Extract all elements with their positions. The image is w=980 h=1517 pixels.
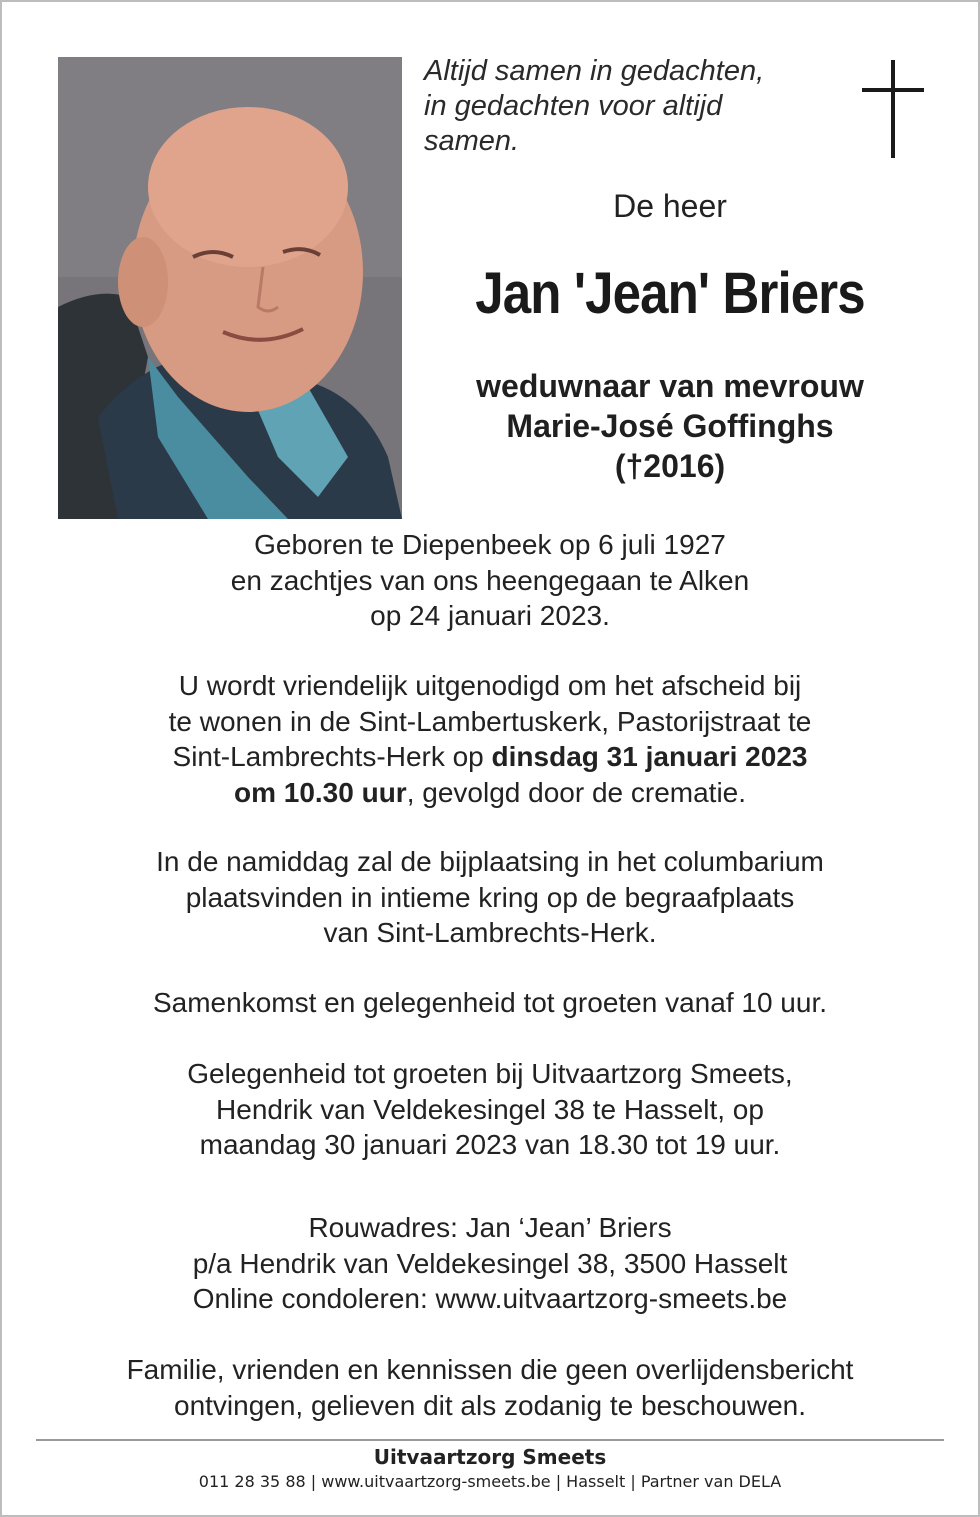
- text-line: Familie, vrienden en kennissen die geen overlijdensbericht: [126, 1354, 854, 1385]
- spouse-death-year: (†2016): [614, 448, 726, 484]
- columbarium-paragraph: [40, 844, 940, 951]
- notice-paragraph: [40, 1352, 940, 1423]
- text-line: van Sint-Lambrechts-Herk.: [323, 917, 657, 948]
- cross-vertical-bar: [891, 60, 895, 158]
- spouse-line: weduwnaar van mevrouw: [476, 368, 864, 404]
- footer-divider: [36, 1439, 944, 1441]
- ceremony-paragraph: [40, 668, 940, 810]
- text-line: U wordt vriendelijk uitgenodigd om het afscheid bij: [178, 670, 802, 701]
- portrait-photo: [58, 57, 402, 519]
- text-line: Geboren te Diepenbeek op 6 juli 1927: [254, 529, 726, 560]
- text-line: te wonen in de Sint-Lambertuskerk, Pastorijstraat te: [168, 705, 812, 737]
- address-paragraph: [40, 1210, 940, 1317]
- text-line: op 24 januari 2023.: [370, 600, 610, 631]
- text-span: , gevolgd door de crematie.: [406, 776, 747, 808]
- portrait-image: [58, 57, 402, 519]
- footer-contact-info: 011 28 35 88 | www.uitvaartzorg-smeets.be | Hasselt | Partner van DELA: [198, 1472, 782, 1491]
- ceremony-date: dinsdag 31 januari 2023: [491, 741, 808, 772]
- text-line: en zachtjes van ons heengegaan te Alken: [230, 564, 750, 596]
- text-line: plaatsvinden in intieme kring op de begraafplaats: [185, 881, 795, 913]
- text-line: Gelegenheid tot groeten bij Uitvaartzorg Smeets,: [187, 1058, 793, 1089]
- cross-horizontal-bar: [862, 88, 924, 92]
- condolence-link[interactable]: Online condoleren: www.uitvaartzorg-smeets.be: [192, 1283, 788, 1314]
- text-line: p/a Hendrik van Veldekesingel 38, 3500 Hasselt: [192, 1247, 788, 1279]
- spouse-info: [400, 366, 940, 486]
- text-line: maandag 30 januari 2023 van 18.30 tot 19 uur.: [199, 1129, 781, 1160]
- deceased-name: Jan 'Jean' Briers: [475, 261, 865, 326]
- text-line: Samenkomst en gelegenheid tot groeten vanaf 10 uur.: [152, 987, 828, 1018]
- text-line: In de namiddag zal de bijplaatsing in het columbarium: [156, 846, 824, 877]
- motto-line: in gedachten voor altijd: [424, 90, 723, 122]
- birth-death-paragraph: [40, 527, 940, 634]
- text-line: Rouwadres: Jan ‘Jean’ Briers: [308, 1212, 672, 1243]
- spouse-name: Marie-José Goffinghs: [506, 408, 834, 444]
- text-line: ontvingen, gelieven dit als zodanig te beschouwen.: [174, 1389, 806, 1421]
- ceremony-time: om 10.30 uur: [233, 776, 407, 808]
- visitation-paragraph: [40, 1056, 940, 1163]
- salutation: De heer: [613, 188, 727, 224]
- motto-line: Altijd samen in gedachten,: [424, 55, 765, 87]
- text-line: Hendrik van Veldekesingel 38 te Hasselt, op: [216, 1093, 764, 1125]
- text-span: Sint-Lambrechts-Herk op: [172, 741, 492, 772]
- motto: [424, 54, 824, 159]
- footer-company: Uitvaartzorg Smeets: [373, 1445, 607, 1469]
- motto-line: samen.: [424, 125, 520, 157]
- gathering-paragraph: [40, 985, 940, 1021]
- text-line: [40, 739, 940, 775]
- cross-icon: [862, 60, 924, 160]
- text-line: [40, 775, 940, 811]
